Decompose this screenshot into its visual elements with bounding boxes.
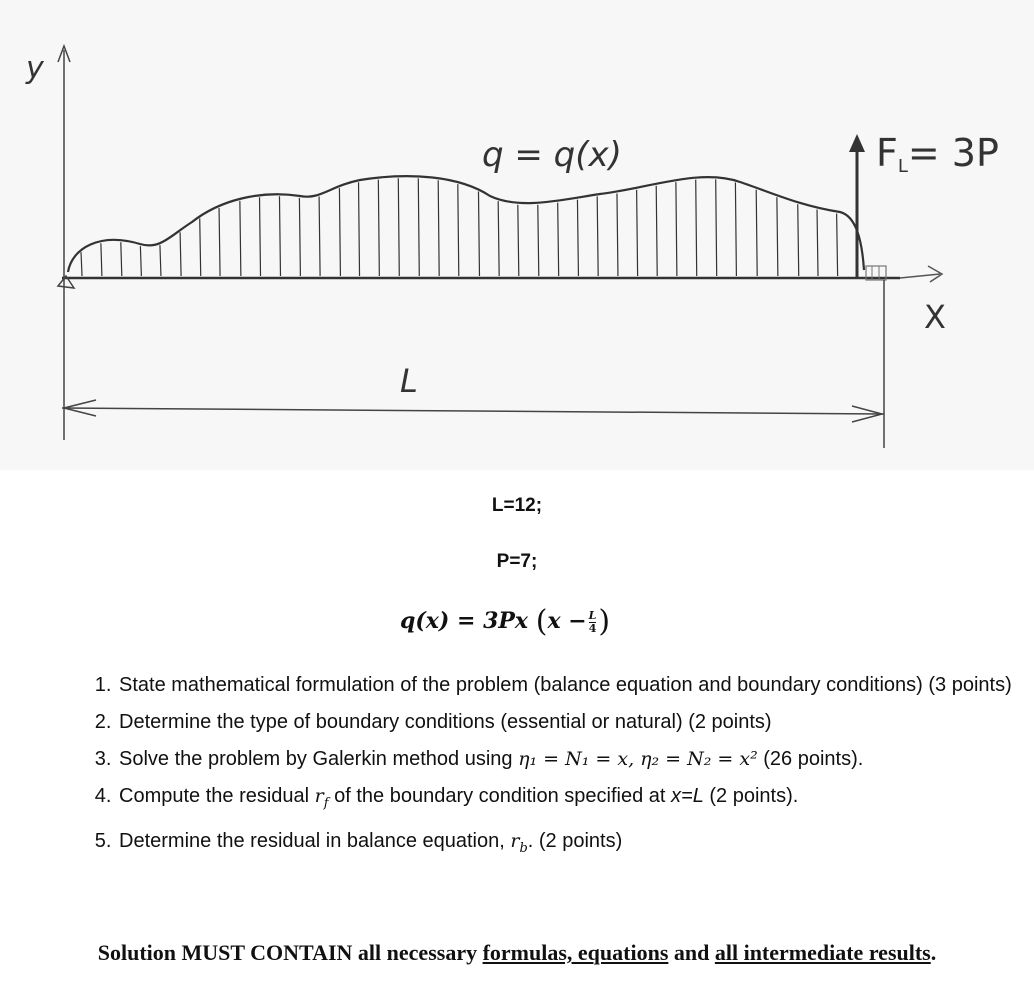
- hatch-line: [418, 178, 419, 276]
- hatch-line: [279, 196, 280, 276]
- hatch-line: [656, 186, 657, 276]
- hatch-line: [240, 201, 241, 276]
- force-label: FL= 3P: [876, 131, 999, 177]
- hatch-line: [817, 210, 818, 276]
- task-4: 4. Compute the residual $r_f$ of the boundary condition specified at x=L (2 points).: [117, 779, 1017, 821]
- x-axis-label: X: [924, 298, 946, 336]
- hatch-line: [676, 182, 677, 276]
- load-formula: q(x) = 3Px (x − $\frac{L}{4}$ ): [400, 604, 611, 639]
- load-label: q = q(x): [482, 135, 622, 175]
- hatch-line: [558, 203, 559, 276]
- hatch-line: [140, 246, 141, 276]
- hatch-line: [339, 188, 340, 276]
- hatch-line: [597, 196, 598, 276]
- formula-lhs: q(x) =: [400, 608, 484, 634]
- hatch-line: [101, 243, 102, 276]
- y-axis-label: y: [26, 51, 44, 86]
- hatch-line: [398, 178, 399, 276]
- load-curve: [68, 176, 864, 272]
- dimension-line: [62, 408, 884, 414]
- load-hatching: [81, 178, 838, 276]
- x-axis: [900, 274, 940, 278]
- formula-fraction: $\frac{L}{4}$: [588, 608, 597, 635]
- hatch-line: [219, 208, 220, 276]
- hatch-line: [121, 242, 122, 276]
- task-2: 2. Determine the type of boundary conditions (essential or natural) (2 points): [117, 705, 1017, 739]
- hatch-line: [756, 190, 757, 276]
- length-label: L: [400, 362, 418, 400]
- param-L: L=12;: [491, 495, 543, 516]
- hatch-line: [538, 205, 539, 276]
- hatch-line: [319, 197, 320, 276]
- hatch-line: [735, 183, 736, 276]
- hatch-line: [378, 180, 379, 276]
- hatch-line: [180, 232, 181, 276]
- hatch-line: [777, 197, 778, 276]
- hatch-line: [458, 184, 459, 276]
- hatch-line: [837, 213, 838, 276]
- task-list: [80, 668, 1017, 869]
- task-3: 3. Solve the problem by Galerkin method using η₁ = N₁ = x, η₂ = N₂ = x² (26 points).: [117, 742, 1017, 776]
- hatch-line: [696, 180, 697, 276]
- hatch-line: [260, 197, 261, 276]
- force-arrowhead: [849, 134, 865, 152]
- formula-coef: 3Px: [483, 608, 529, 634]
- hatch-line: [577, 200, 578, 276]
- formula-inner: x −: [547, 608, 587, 634]
- hatch-line: [478, 192, 479, 276]
- hatch-line: [81, 252, 82, 276]
- hatch-line: [160, 245, 161, 276]
- hatch-line: [637, 190, 638, 276]
- hatch-line: [359, 182, 360, 276]
- hatch-line: [299, 198, 300, 276]
- hatch-line: [438, 180, 439, 276]
- param-P: P=7;: [496, 551, 538, 572]
- basis-functions: η₁ = N₁ = x, η₂ = N₂ = x²: [518, 748, 758, 770]
- hatch-line: [498, 201, 499, 276]
- task-1: 1. State mathematical formulation of the problem (balance equation and boundary conditions) (3 points): [117, 668, 1017, 702]
- solution-requirement: Solution MUST CONTAIN all necessary formulas, equations and all intermediate results.: [97, 940, 937, 965]
- hatch-line: [617, 193, 618, 276]
- beam-sketch: [0, 0, 1034, 470]
- hatch-line: [200, 218, 201, 276]
- hatch-line: [716, 179, 717, 276]
- task-5: 5. Determine the residual in balance equation, $r_b$. (2 points): [117, 824, 1017, 866]
- hatch-line: [798, 204, 799, 276]
- hatch-line: [518, 205, 519, 276]
- beam-diagram: [0, 0, 1034, 470]
